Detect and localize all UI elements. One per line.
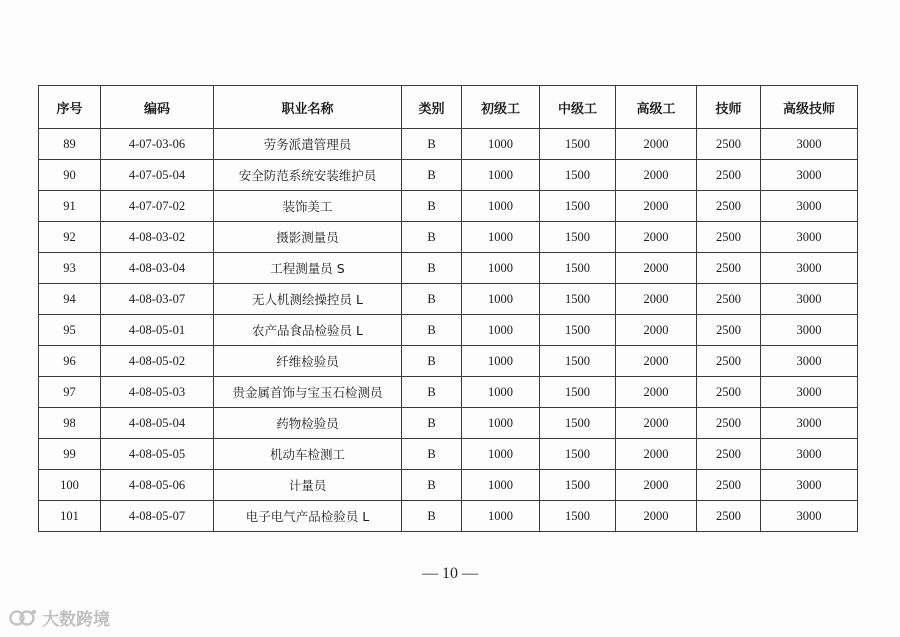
cell-category: B xyxy=(402,191,462,222)
header-cell-intermediate: 中级工 xyxy=(540,86,616,129)
cell-technician: 2500 xyxy=(697,439,761,470)
cell-senior: 2000 xyxy=(616,253,697,284)
cell-technician: 2500 xyxy=(697,346,761,377)
cell-category: B xyxy=(402,253,462,284)
cell-technician: 2500 xyxy=(697,284,761,315)
table-row xyxy=(39,377,858,408)
cell-code: 4-07-07-02 xyxy=(101,191,214,222)
cell-junior: 1000 xyxy=(462,253,540,284)
cell-senior: 2000 xyxy=(616,470,697,501)
cell-senior: 2000 xyxy=(616,191,697,222)
cell-intermediate: 1500 xyxy=(540,284,616,315)
cell-category: B xyxy=(402,346,462,377)
cell-category: B xyxy=(402,501,462,532)
cell-senior-technician: 3000 xyxy=(761,470,858,501)
table-header-row xyxy=(39,86,858,129)
cell-junior: 1000 xyxy=(462,160,540,191)
cell-technician: 2500 xyxy=(697,253,761,284)
cell-technician: 2500 xyxy=(697,222,761,253)
cell-technician: 2500 xyxy=(697,315,761,346)
cell-technician: 2500 xyxy=(697,408,761,439)
table-row xyxy=(39,253,858,284)
cell-code: 4-08-03-04 xyxy=(101,253,214,284)
cell-junior: 1000 xyxy=(462,501,540,532)
occupation-table xyxy=(38,85,858,532)
cell-index: 100 xyxy=(39,470,101,501)
cell-intermediate: 1500 xyxy=(540,191,616,222)
header-cell-junior: 初级工 xyxy=(462,86,540,129)
cell-code: 4-08-05-02 xyxy=(101,346,214,377)
cell-senior-technician: 3000 xyxy=(761,501,858,532)
cell-technician: 2500 xyxy=(697,160,761,191)
table-body xyxy=(39,129,858,532)
cell-intermediate: 1500 xyxy=(540,377,616,408)
cell-occupation: 贵金属首饰与宝玉石检测员 xyxy=(214,377,402,408)
cell-senior: 2000 xyxy=(616,408,697,439)
cell-intermediate: 1500 xyxy=(540,501,616,532)
cell-index: 94 xyxy=(39,284,101,315)
header-cell-index: 序号 xyxy=(39,86,101,129)
cell-senior-technician: 3000 xyxy=(761,284,858,315)
cell-index: 95 xyxy=(39,315,101,346)
cell-junior: 1000 xyxy=(462,346,540,377)
cell-intermediate: 1500 xyxy=(540,160,616,191)
cell-senior: 2000 xyxy=(616,501,697,532)
cell-index: 101 xyxy=(39,501,101,532)
cell-category: B xyxy=(402,129,462,160)
watermark xyxy=(8,605,110,630)
table-row xyxy=(39,315,858,346)
cell-occupation: 机动车检测工 xyxy=(214,439,402,470)
cell-junior: 1000 xyxy=(462,284,540,315)
cell-index: 98 xyxy=(39,408,101,439)
cell-junior: 1000 xyxy=(462,439,540,470)
cell-index: 91 xyxy=(39,191,101,222)
cell-occupation: 劳务派遣管理员 xyxy=(214,129,402,160)
cell-technician: 2500 xyxy=(697,501,761,532)
cell-senior-technician: 3000 xyxy=(761,160,858,191)
cell-junior: 1000 xyxy=(462,377,540,408)
cell-code: 4-08-05-05 xyxy=(101,439,214,470)
cell-code: 4-08-05-04 xyxy=(101,408,214,439)
cell-intermediate: 1500 xyxy=(540,222,616,253)
cell-occupation: 无人机测绘操控员 L xyxy=(214,284,402,315)
cell-index: 90 xyxy=(39,160,101,191)
cell-senior: 2000 xyxy=(616,284,697,315)
table-row xyxy=(39,408,858,439)
cell-code: 4-08-03-07 xyxy=(101,284,214,315)
header-cell-occupation: 职业名称 xyxy=(214,86,402,129)
watermark-text: 大数跨境 xyxy=(42,610,110,630)
cell-senior-technician: 3000 xyxy=(761,191,858,222)
cell-senior-technician: 3000 xyxy=(761,439,858,470)
cell-technician: 2500 xyxy=(697,377,761,408)
cell-index: 92 xyxy=(39,222,101,253)
table-row xyxy=(39,129,858,160)
table-row xyxy=(39,439,858,470)
cell-category: B xyxy=(402,315,462,346)
cell-intermediate: 1500 xyxy=(540,408,616,439)
cell-senior-technician: 3000 xyxy=(761,222,858,253)
cell-senior-technician: 3000 xyxy=(761,408,858,439)
cell-junior: 1000 xyxy=(462,191,540,222)
table-row xyxy=(39,191,858,222)
page-number: — 10 — xyxy=(422,565,478,582)
cell-intermediate: 1500 xyxy=(540,346,616,377)
cell-occupation: 工程测量员 S xyxy=(214,253,402,284)
cell-junior: 1000 xyxy=(462,129,540,160)
table-row xyxy=(39,501,858,532)
cell-category: B xyxy=(402,284,462,315)
cell-senior-technician: 3000 xyxy=(761,129,858,160)
cell-occupation: 安全防范系统安装维护员 xyxy=(214,160,402,191)
table-row xyxy=(39,160,858,191)
cell-occupation: 电子电气产品检验员 L xyxy=(214,501,402,532)
cell-senior: 2000 xyxy=(616,160,697,191)
cell-senior: 2000 xyxy=(616,222,697,253)
cell-occupation: 摄影测量员 xyxy=(214,222,402,253)
header-cell-code: 编码 xyxy=(101,86,214,129)
cell-senior: 2000 xyxy=(616,129,697,160)
cell-technician: 2500 xyxy=(697,191,761,222)
cell-intermediate: 1500 xyxy=(540,315,616,346)
cell-junior: 1000 xyxy=(462,408,540,439)
cell-category: B xyxy=(402,377,462,408)
cell-junior: 1000 xyxy=(462,315,540,346)
cell-index: 89 xyxy=(39,129,101,160)
cell-technician: 2500 xyxy=(697,129,761,160)
cell-occupation: 药物检验员 xyxy=(214,408,402,439)
header-cell-senior: 高级工 xyxy=(616,86,697,129)
cell-code: 4-08-05-03 xyxy=(101,377,214,408)
cell-senior: 2000 xyxy=(616,377,697,408)
header-cell-senior-technician: 高级技师 xyxy=(761,86,858,129)
cell-intermediate: 1500 xyxy=(540,253,616,284)
cell-index: 96 xyxy=(39,346,101,377)
cell-code: 4-08-05-01 xyxy=(101,315,214,346)
cell-occupation: 装饰美工 xyxy=(214,191,402,222)
cell-code: 4-08-05-07 xyxy=(101,501,214,532)
table-row xyxy=(39,222,858,253)
cell-index: 99 xyxy=(39,439,101,470)
cell-index: 93 xyxy=(39,253,101,284)
table-row xyxy=(39,284,858,315)
cell-senior: 2000 xyxy=(616,315,697,346)
cell-senior: 2000 xyxy=(616,439,697,470)
cell-senior-technician: 3000 xyxy=(761,346,858,377)
table-row xyxy=(39,346,858,377)
cell-category: B xyxy=(402,408,462,439)
header-cell-technician: 技师 xyxy=(697,86,761,129)
cell-senior-technician: 3000 xyxy=(761,377,858,408)
cell-category: B xyxy=(402,470,462,501)
cell-intermediate: 1500 xyxy=(540,129,616,160)
cell-occupation: 纤维检验员 xyxy=(214,346,402,377)
brand-logo-icon xyxy=(8,607,38,629)
cell-code: 4-08-03-02 xyxy=(101,222,214,253)
header-cell-category: 类别 xyxy=(402,86,462,129)
cell-code: 4-07-05-04 xyxy=(101,160,214,191)
table-row xyxy=(39,470,858,501)
cell-senior-technician: 3000 xyxy=(761,253,858,284)
cell-category: B xyxy=(402,222,462,253)
cell-senior: 2000 xyxy=(616,346,697,377)
cell-intermediate: 1500 xyxy=(540,470,616,501)
cell-junior: 1000 xyxy=(462,470,540,501)
cell-category: B xyxy=(402,160,462,191)
cell-index: 97 xyxy=(39,377,101,408)
cell-senior-technician: 3000 xyxy=(761,315,858,346)
cell-technician: 2500 xyxy=(697,470,761,501)
cell-category: B xyxy=(402,439,462,470)
cell-intermediate: 1500 xyxy=(540,439,616,470)
cell-junior: 1000 xyxy=(462,222,540,253)
cell-occupation: 农产品食品检验员 L xyxy=(214,315,402,346)
cell-code: 4-08-05-06 xyxy=(101,470,214,501)
cell-code: 4-07-03-06 xyxy=(101,129,214,160)
cell-occupation: 计量员 xyxy=(214,470,402,501)
